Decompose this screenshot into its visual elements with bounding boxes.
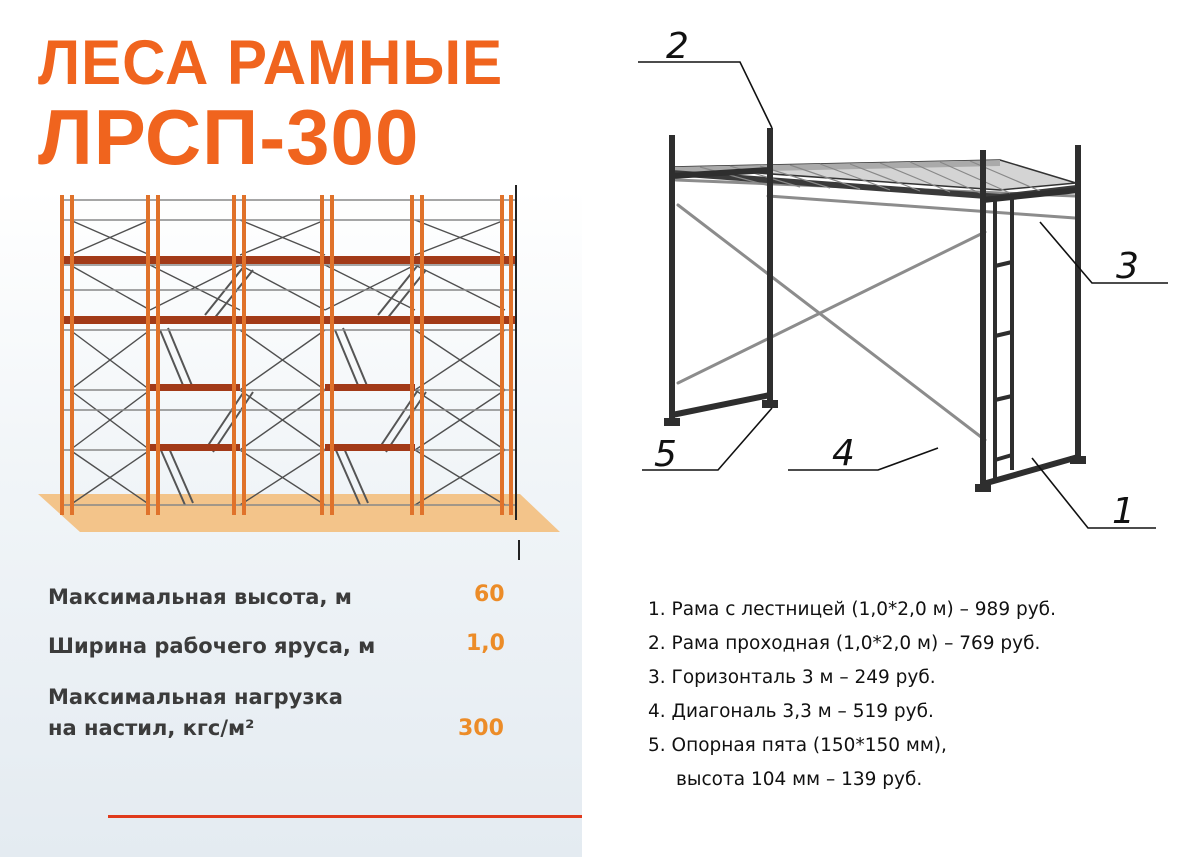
callout-3: 3 — [1116, 246, 1139, 287]
spec-label-max-load-line-2: на настил, кгс/м² — [48, 716, 255, 740]
callout-5: 5 — [654, 434, 677, 475]
legend-item: 3. Горизонталь 3 м – 249 руб. — [648, 667, 936, 688]
base-jacks — [664, 400, 1086, 492]
spec-value-max-height: 60 — [474, 582, 505, 607]
callout-1: 1 — [1112, 491, 1135, 532]
legend-item-continuation: высота 104 мм – 139 руб. — [676, 769, 923, 790]
frame-ladder-rungs — [995, 198, 1012, 478]
legend-item: 4. Диагональ 3,3 м – 519 руб. — [648, 701, 934, 722]
scaffold-illustration — [20, 180, 560, 560]
divider-line — [108, 815, 582, 818]
price-legend — [648, 593, 1056, 797]
leader-lines — [638, 62, 1168, 528]
title-line-1: ЛЕСА РАМНЫЕ — [38, 27, 504, 98]
spec-label-tier-width: Ширина рабочего яруса, м — [48, 634, 376, 658]
spec-value-tier-width: 1,0 — [466, 631, 505, 656]
callout-4: 4 — [832, 433, 855, 474]
legend-item: 5. Опорная пята (150*150 мм), — [648, 735, 947, 756]
product-card — [0, 0, 582, 857]
spec-label-max-load — [48, 682, 343, 744]
title-line-2: ЛРСП-300 — [38, 93, 420, 181]
callout-2: 2 — [666, 26, 689, 67]
spec-label-max-height: Максимальная высота, м — [48, 585, 352, 609]
legend-item: 1. Рама с лестницей (1,0*2,0 м) – 989 руб. — [648, 599, 1056, 620]
ground-platform — [38, 494, 560, 532]
spec-value-max-load: 300 — [458, 716, 504, 741]
frame-diagram — [600, 0, 1185, 560]
spec-label-max-load-line-1: Максимальная нагрузка — [48, 685, 343, 709]
scaffold-decks — [60, 256, 515, 451]
legend-item: 2. Рама проходная (1,0*2,0 м) – 769 руб. — [648, 633, 1041, 654]
